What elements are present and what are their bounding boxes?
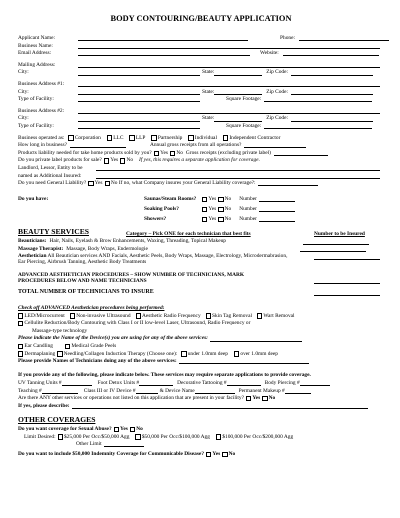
general-liability-yes-checkbox[interactable]: [88, 181, 93, 186]
showers-number-label: Number: [239, 215, 257, 222]
beauticians-label: Beauticians:: [18, 238, 47, 245]
general-liability-company-field[interactable]: [258, 180, 318, 186]
permanent-makeup-label: Permanent Makeup #: [238, 387, 285, 394]
city-label: City:: [18, 69, 29, 76]
ear-candling-checkbox[interactable]: [18, 344, 23, 349]
describe-label: If yes, please describe:: [18, 402, 70, 409]
business1-zip-field[interactable]: [291, 88, 373, 94]
permanent-makeup-field[interactable]: [285, 387, 311, 393]
application-form: [18, 14, 384, 457]
partnership-checkbox[interactable]: [151, 135, 156, 140]
check-off-heading: Check off ADVANCED Aesthetician procedures being performed:: [18, 305, 165, 312]
device-name-label: & Device Name: [159, 387, 195, 394]
limit-100k-label: $100,000 Per Occ/$200,000 Agg: [222, 433, 294, 440]
phone-label: Phone:: [280, 35, 295, 42]
limit-25k-checkbox[interactable]: [58, 434, 63, 439]
led-label: LED/Microcurrent: [24, 312, 65, 319]
aesthetician-block: [18, 253, 296, 265]
business1-city-label: City:: [18, 88, 29, 95]
dermaplaning-checkbox[interactable]: [18, 351, 23, 356]
saunas-number-field[interactable]: [259, 196, 295, 202]
total-technicians-field[interactable]: [314, 290, 380, 296]
business1-state-label: State:: [202, 88, 215, 95]
teaching-label: Teaching #: [18, 387, 42, 394]
indemnity-yes-label: Yes: [212, 450, 221, 457]
wart-removal-checkbox[interactable]: [257, 313, 262, 318]
gross-receipts-label: Gross receipts (excluding private label): [185, 149, 271, 156]
additional-insured-label: named as Additional Insured:: [18, 172, 82, 179]
gross-receipts-field[interactable]: [274, 150, 328, 156]
limit-50k-checkbox[interactable]: [135, 434, 140, 439]
advanced-procedures-line1: ADVANCED AESTHETICIAN PROCEDURES – SHOW NUMBER OF TECHNICIANS, MARK: [18, 271, 245, 278]
independent-contractor-label: Independent Contractor: [229, 134, 281, 141]
sexual-abuse-question: Do you want coverage for Sexual Abuse?: [18, 426, 112, 433]
aesthetician-text: All Beautician services AND Facials, Aesthetic Peels, Body Wraps, Massage, Electrology, Microdermabrasion, Ear Piercing, Airbrush Tanning, Aesthetic Body Treatments: [18, 253, 288, 266]
massage-number-field[interactable]: [300, 246, 366, 252]
llp-label: LLP: [135, 134, 146, 141]
total-technicians-label: TOTAL NUMBER OF TECHNICIANS TO INSURE: [18, 289, 154, 296]
saunas-yes-label: Yes: [208, 195, 217, 202]
llc-checkbox[interactable]: [107, 135, 112, 140]
showers-number-field[interactable]: [259, 216, 295, 222]
other-services-no-checkbox[interactable]: [262, 396, 267, 401]
business2-zip-label: Zip Code:: [266, 115, 288, 122]
foot-detox-label: Foot Detox Units #: [97, 379, 140, 386]
operated-as-label: Business operated as:: [18, 134, 65, 141]
general-liability-no-checkbox[interactable]: [105, 181, 110, 186]
how-long-label: How long in business?: [18, 142, 67, 149]
website-field[interactable]: [283, 50, 379, 56]
saunas-yes-checkbox[interactable]: [202, 197, 207, 202]
business1-city-field[interactable]: [78, 88, 200, 94]
technician-names-field[interactable]: [179, 358, 309, 364]
annual-receipts-label: Annual gross receipts from all operations?: [149, 142, 242, 149]
other-services-no-label: No: [268, 395, 276, 402]
business-name-field[interactable]: [78, 42, 380, 48]
advanced-procedures-line2: PROCEDURES BELOW AND NAME TECHNICIANS: [18, 277, 147, 284]
applicant-name-label: Applicant Name:: [18, 35, 55, 42]
other-services-yes-label: Yes: [252, 395, 261, 402]
private-label-no-label: No: [126, 157, 134, 164]
saunas-number-label: Number: [239, 195, 257, 202]
saunas-no-label: No: [224, 195, 232, 202]
showers-yes-checkbox[interactable]: [202, 217, 207, 222]
landlord-label: Landlord, Lessor, Entity to be: [18, 164, 83, 171]
zip-label: Zip Code:: [266, 69, 288, 76]
applicant-name-field[interactable]: [78, 35, 248, 41]
wart-removal-label: Wart Removal: [263, 312, 295, 319]
soaking-pools-no-label: No: [224, 205, 232, 212]
teaching-field[interactable]: [42, 387, 78, 393]
other-limit-field[interactable]: [104, 441, 144, 447]
annual-receipts-field[interactable]: [244, 142, 306, 148]
needling-label: Needling/Collagen Induction Therapy (Choose one):: [63, 350, 178, 357]
beauty-services-heading: BEAUTY SERVICES: [18, 227, 89, 237]
category-instruction: Category – Pick ONE for each technician that best fits: [126, 230, 251, 237]
showers-no-checkbox[interactable]: [218, 217, 223, 222]
private-label-no-checkbox[interactable]: [120, 158, 125, 163]
limit-25k-label: $25,000 Per Occ/$50,000 Agg: [63, 433, 130, 440]
business-address-2-label: Business Address #2:: [18, 107, 65, 114]
business2-state-label: State:: [202, 115, 215, 122]
private-label-note: If yes, this requires a separate application for coverage.: [139, 157, 260, 164]
landlord-field[interactable]: [96, 165, 380, 171]
ultrasound-checkbox[interactable]: [70, 313, 75, 318]
cellulite-label: Cellulite Reduction/Body Contouring with Class I or II low-level Laser, Ultrasound, Radio Frequency or: [24, 320, 251, 327]
indemnity-no-checkbox[interactable]: [222, 452, 227, 457]
saunas-label: Saunas/Steam Rooms?: [144, 195, 197, 202]
general-liability-no-note: No If no, what Company insures your General Liability coverage?:: [110, 180, 256, 187]
massage-therapist-label: Massage Therapist:: [18, 245, 64, 252]
corporation-checkbox[interactable]: [68, 135, 73, 140]
business2-city-field[interactable]: [78, 115, 200, 121]
business1-zip-label: Zip Code:: [266, 88, 288, 95]
llp-checkbox[interactable]: [129, 135, 134, 140]
device-names-prompt: Please indicate the Name of the Device(s) you are using for any of the above services:: [18, 335, 208, 342]
general-liability-label: Do you need General Liability?: [18, 180, 87, 187]
medical-peels-checkbox[interactable]: [65, 344, 70, 349]
decorative-tattooing-field[interactable]: [227, 380, 261, 386]
business-address-1-field[interactable]: [78, 81, 380, 87]
body-piercing-label: Body Piercing #: [264, 379, 300, 386]
cellulite-checkbox[interactable]: [18, 321, 23, 326]
medical-peels-label: Medical Grade Peels: [71, 342, 117, 349]
products-liability-label: Products liability needed for take home products sold by you?: [18, 149, 152, 156]
zip-field[interactable]: [291, 69, 373, 75]
state-label: State:: [202, 69, 215, 76]
sexual-abuse-yes-checkbox[interactable]: [114, 427, 119, 432]
business-name-label: Business Name:: [18, 42, 53, 49]
aesthetician-label: Aesthetician: [18, 253, 47, 260]
business1-state-field[interactable]: [214, 88, 262, 94]
over-depth-label: over 1.0mm deep: [240, 350, 278, 357]
llc-label: LLC: [113, 134, 124, 141]
business2-state-field[interactable]: [214, 115, 262, 121]
soaking-pools-yes-checkbox[interactable]: [202, 207, 207, 212]
other-limit-label: Other Limit: [76, 441, 102, 448]
ultrasound-label: Non-invasive Ultrasound: [76, 312, 131, 319]
do-you-have-label: Do you have:: [18, 195, 49, 202]
sexual-abuse-no-label: No: [136, 426, 143, 433]
showers-no-label: No: [224, 215, 232, 222]
city-field[interactable]: [78, 69, 200, 75]
limit-100k-checkbox[interactable]: [216, 434, 221, 439]
technician-names-prompt: Please provide Names of Technicians doing any of the above services:: [18, 358, 177, 365]
corporation-label: Corporation: [74, 134, 101, 141]
massage-therapist-text: Massage, Body Wraps, Endermologie: [66, 245, 148, 252]
device-names-field[interactable]: [210, 335, 302, 341]
email-field[interactable]: [78, 50, 250, 56]
business1-facility-field[interactable]: [78, 96, 200, 102]
business1-sqft-label: Square Footage:: [226, 96, 262, 103]
aesthetician-number-field[interactable]: [314, 253, 380, 260]
individual-checkbox[interactable]: [188, 135, 193, 140]
soaking-pools-number-field[interactable]: [259, 206, 295, 212]
sexual-abuse-yes-label: Yes: [120, 426, 128, 433]
operated-as-row: [18, 133, 384, 141]
under-depth-label: under 1.0mm deep: [187, 350, 228, 357]
products-liability-yes-checkbox[interactable]: [154, 151, 159, 156]
business1-facility-label: Type of Facility:: [18, 96, 54, 103]
radio-frequency-checkbox[interactable]: [136, 313, 141, 318]
number-insured-heading: Number to be Insured: [314, 230, 365, 237]
business1-sqft-field[interactable]: [264, 96, 372, 102]
limit-desired-label: Limit Desired:: [24, 433, 56, 440]
mailing-address-field[interactable]: [78, 62, 380, 68]
additional-insured-field[interactable]: [96, 172, 380, 178]
showers-yes-label: Yes: [208, 215, 217, 222]
business2-zip-field[interactable]: [291, 115, 373, 121]
sexual-abuse-no-checkbox[interactable]: [130, 427, 135, 432]
soaking-pools-no-checkbox[interactable]: [218, 207, 223, 212]
radio-frequency-label: Aesthetic Radio Frequency: [141, 312, 201, 319]
beauticians-text: Hair, Nails, Eyelash & Brow Enhancements, Waxing, Threading, Topical Makeup: [49, 238, 226, 245]
saunas-no-checkbox[interactable]: [218, 197, 223, 202]
business2-city-label: City:: [18, 115, 29, 122]
business2-facility-field[interactable]: [78, 123, 200, 129]
body-piercing-field[interactable]: [300, 380, 330, 386]
other-services-yes-checkbox[interactable]: [246, 396, 251, 401]
form-title: BODY CONTOURING/BEAUTY APPLICATION: [110, 14, 292, 23]
uv-tanning-label: UV Tanning Units #: [18, 379, 62, 386]
limit-50k-label: $50,000 Per Occ/$100,000 Agg: [141, 433, 210, 440]
uv-tanning-field[interactable]: [62, 380, 92, 386]
class-iii-device-field[interactable]: [136, 387, 158, 393]
led-checkbox[interactable]: [18, 313, 23, 318]
business-address-2-field[interactable]: [78, 108, 380, 114]
decorative-tattooing-label: Decorative Tattooing #: [177, 379, 227, 386]
private-label-yes-label: Yes: [110, 157, 119, 164]
describe-field[interactable]: [72, 403, 368, 409]
general-liability-yes-label: Yes: [94, 180, 103, 187]
website-label: Website:: [260, 50, 279, 57]
phone-field[interactable]: [299, 35, 389, 41]
products-liability-no-checkbox[interactable]: [170, 151, 175, 156]
state-field[interactable]: [214, 69, 262, 75]
soaking-pools-yes-label: Yes: [208, 205, 217, 212]
other-services-question: Are there ANY other services or operations not listed on this application that are present in your facility?: [18, 395, 244, 402]
indemnity-no-label: No: [228, 450, 236, 457]
indemnity-yes-checkbox[interactable]: [206, 452, 211, 457]
business2-facility-label: Type of Facility:: [18, 122, 54, 129]
mailing-address-label: Mailing Address:: [18, 61, 56, 68]
beauticians-number-field[interactable]: [303, 238, 369, 244]
cellulite-label-cont: Massage-type technology: [32, 327, 88, 334]
showers-label: Showers?: [144, 215, 167, 222]
business2-sqft-field[interactable]: [264, 123, 372, 129]
foot-detox-field[interactable]: [139, 380, 173, 386]
other-coverages-heading: OTHER COVERAGES: [18, 414, 96, 424]
skin-tag-label: Skin Tag Removal: [212, 312, 252, 319]
soaking-pools-label: Soaking Pools?: [144, 205, 179, 212]
separate-applications-intro: If you provide any of the following, please indicate below. These services may require separate applications to provide coverage.: [18, 372, 311, 379]
how-long-field[interactable]: [70, 142, 126, 148]
skin-tag-checkbox[interactable]: [206, 313, 211, 318]
independent-contractor-checkbox[interactable]: [223, 135, 228, 140]
dermaplaning-label: Dermaplaning: [24, 350, 56, 357]
under-depth-checkbox[interactable]: [181, 351, 186, 356]
email-label: Email Address:: [18, 50, 52, 57]
advanced-number-field[interactable]: [314, 278, 380, 284]
over-depth-checkbox[interactable]: [234, 351, 239, 356]
soaking-pools-number-label: Number: [239, 205, 257, 212]
business-address-1-label: Business Address #1:: [18, 81, 65, 88]
products-liability-no-label: No: [176, 149, 183, 156]
indemnity-question: Do you want to include $50,000 Indemnity Coverage for Communicable Disease?: [18, 450, 205, 457]
private-label-yes-checkbox[interactable]: [104, 158, 109, 163]
device-name-field[interactable]: [195, 387, 235, 393]
ear-candling-label: Ear Candling: [24, 342, 53, 349]
partnership-label: Partnership: [157, 134, 183, 141]
needling-checkbox[interactable]: [57, 351, 62, 356]
business2-sqft-label: Square Footage:: [226, 122, 262, 129]
private-label-label: Do you private label products for sale?: [18, 157, 102, 164]
products-liability-yes-label: Yes: [160, 149, 168, 156]
individual-label: Individual: [194, 134, 217, 141]
class-iii-device-label: Class III or IV Device #: [83, 387, 136, 394]
